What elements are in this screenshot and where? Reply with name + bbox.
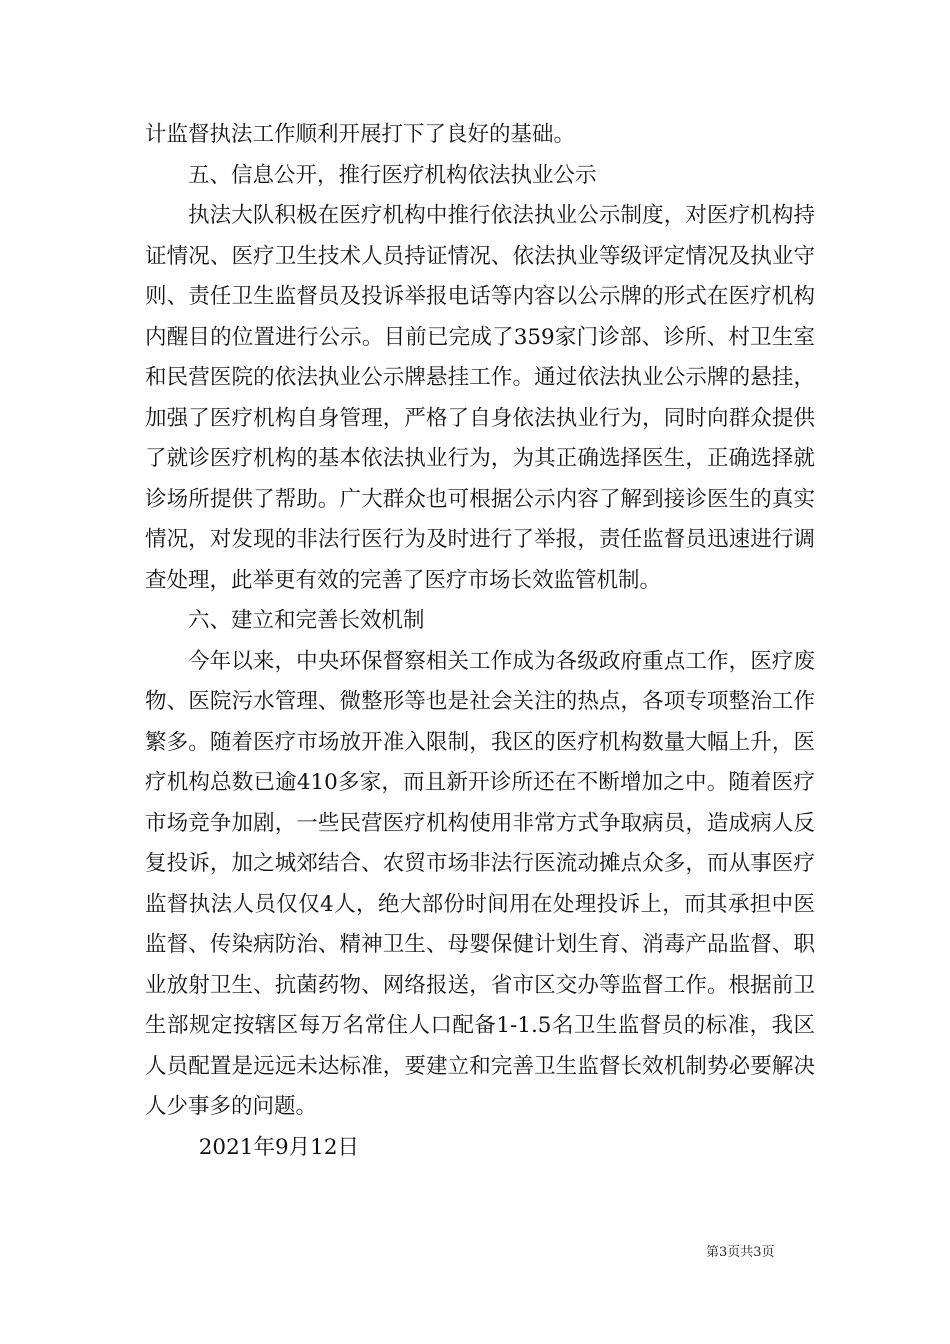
page-footer [706,1244,775,1262]
section-6-paragraph: 今年以来，中央环保督察相关工作成为各级政府重点工作，医疗废物、医院污水管理、微整形等也是社会关注的热点，各项专项整治工作繁多。随着医疗市场放开准入限制，我区的医疗机构数量大幅上升，医疗机构总数已逾410多家，而且新开诊所还在不断增加之中。随着医疗市场竞争加剧，一些民营医疗机构使用非常方式争取病员，造成病人反复投诉，加之城郊结合、农贸市场非法行医流动摊点众多，而从事医疗监督执法人员仅仅4人，绝大部份时间用在处理投诉上，而其承担中医监督、传染病防治、精神卫生、母婴保健计划生育、消毒产品监督、职业放射卫生、抗菌药物、网络报送，省市区交办等监督工作。根据前卫生部规定按辖区每万名常住人口配备1-1.5名卫生监督员的标准，我区人员配置是远远未达标准，要建立和完善卫生监督长效机制势必要解决人少事多的问题。 [145,648,815,1119]
page-number: 第3页共3页 [706,1245,775,1260]
document-body [145,115,815,1168]
continuation-text: 计监督执法工作顺利开展打下了良好的基础。 [145,122,576,147]
section-5-heading: 五、信息公开，推行医疗机构依法执业公示 [188,162,597,188]
section-5-paragraph: 执法大队积极在医疗机构中推行依法执业公示制度，对医疗机构持证情况、医疗卫生技术人员持证情况、依法执业等级评定情况及执业守则、责任卫生监督员及投诉举报电话等内容以公示牌的形式在医疗机构内醒目的位置进行公示。目前已完成了359家门诊部、诊所、村卫生室和民营医院的依法执业公示牌悬挂工作。通过依法执业公示牌的悬挂，加强了医疗机构自身管理，严格了自身依法执业行为，同时向群众提供了就诊医疗机构的基本依法执业行为，为其正确选择医生，正确选择就诊场所提供了帮助。广大群众也可根据公示内容了解到接诊医生的真实情况，对发现的非法行医行为及时进行了举报，责任监督员迅速进行调查处理，此举更有效的完善了医疗市场长效监管机制。 [145,203,815,593]
section-6-heading: 六、建立和完善长效机制 [188,608,425,633]
document-date: 2021年9月12日 [198,1134,360,1160]
